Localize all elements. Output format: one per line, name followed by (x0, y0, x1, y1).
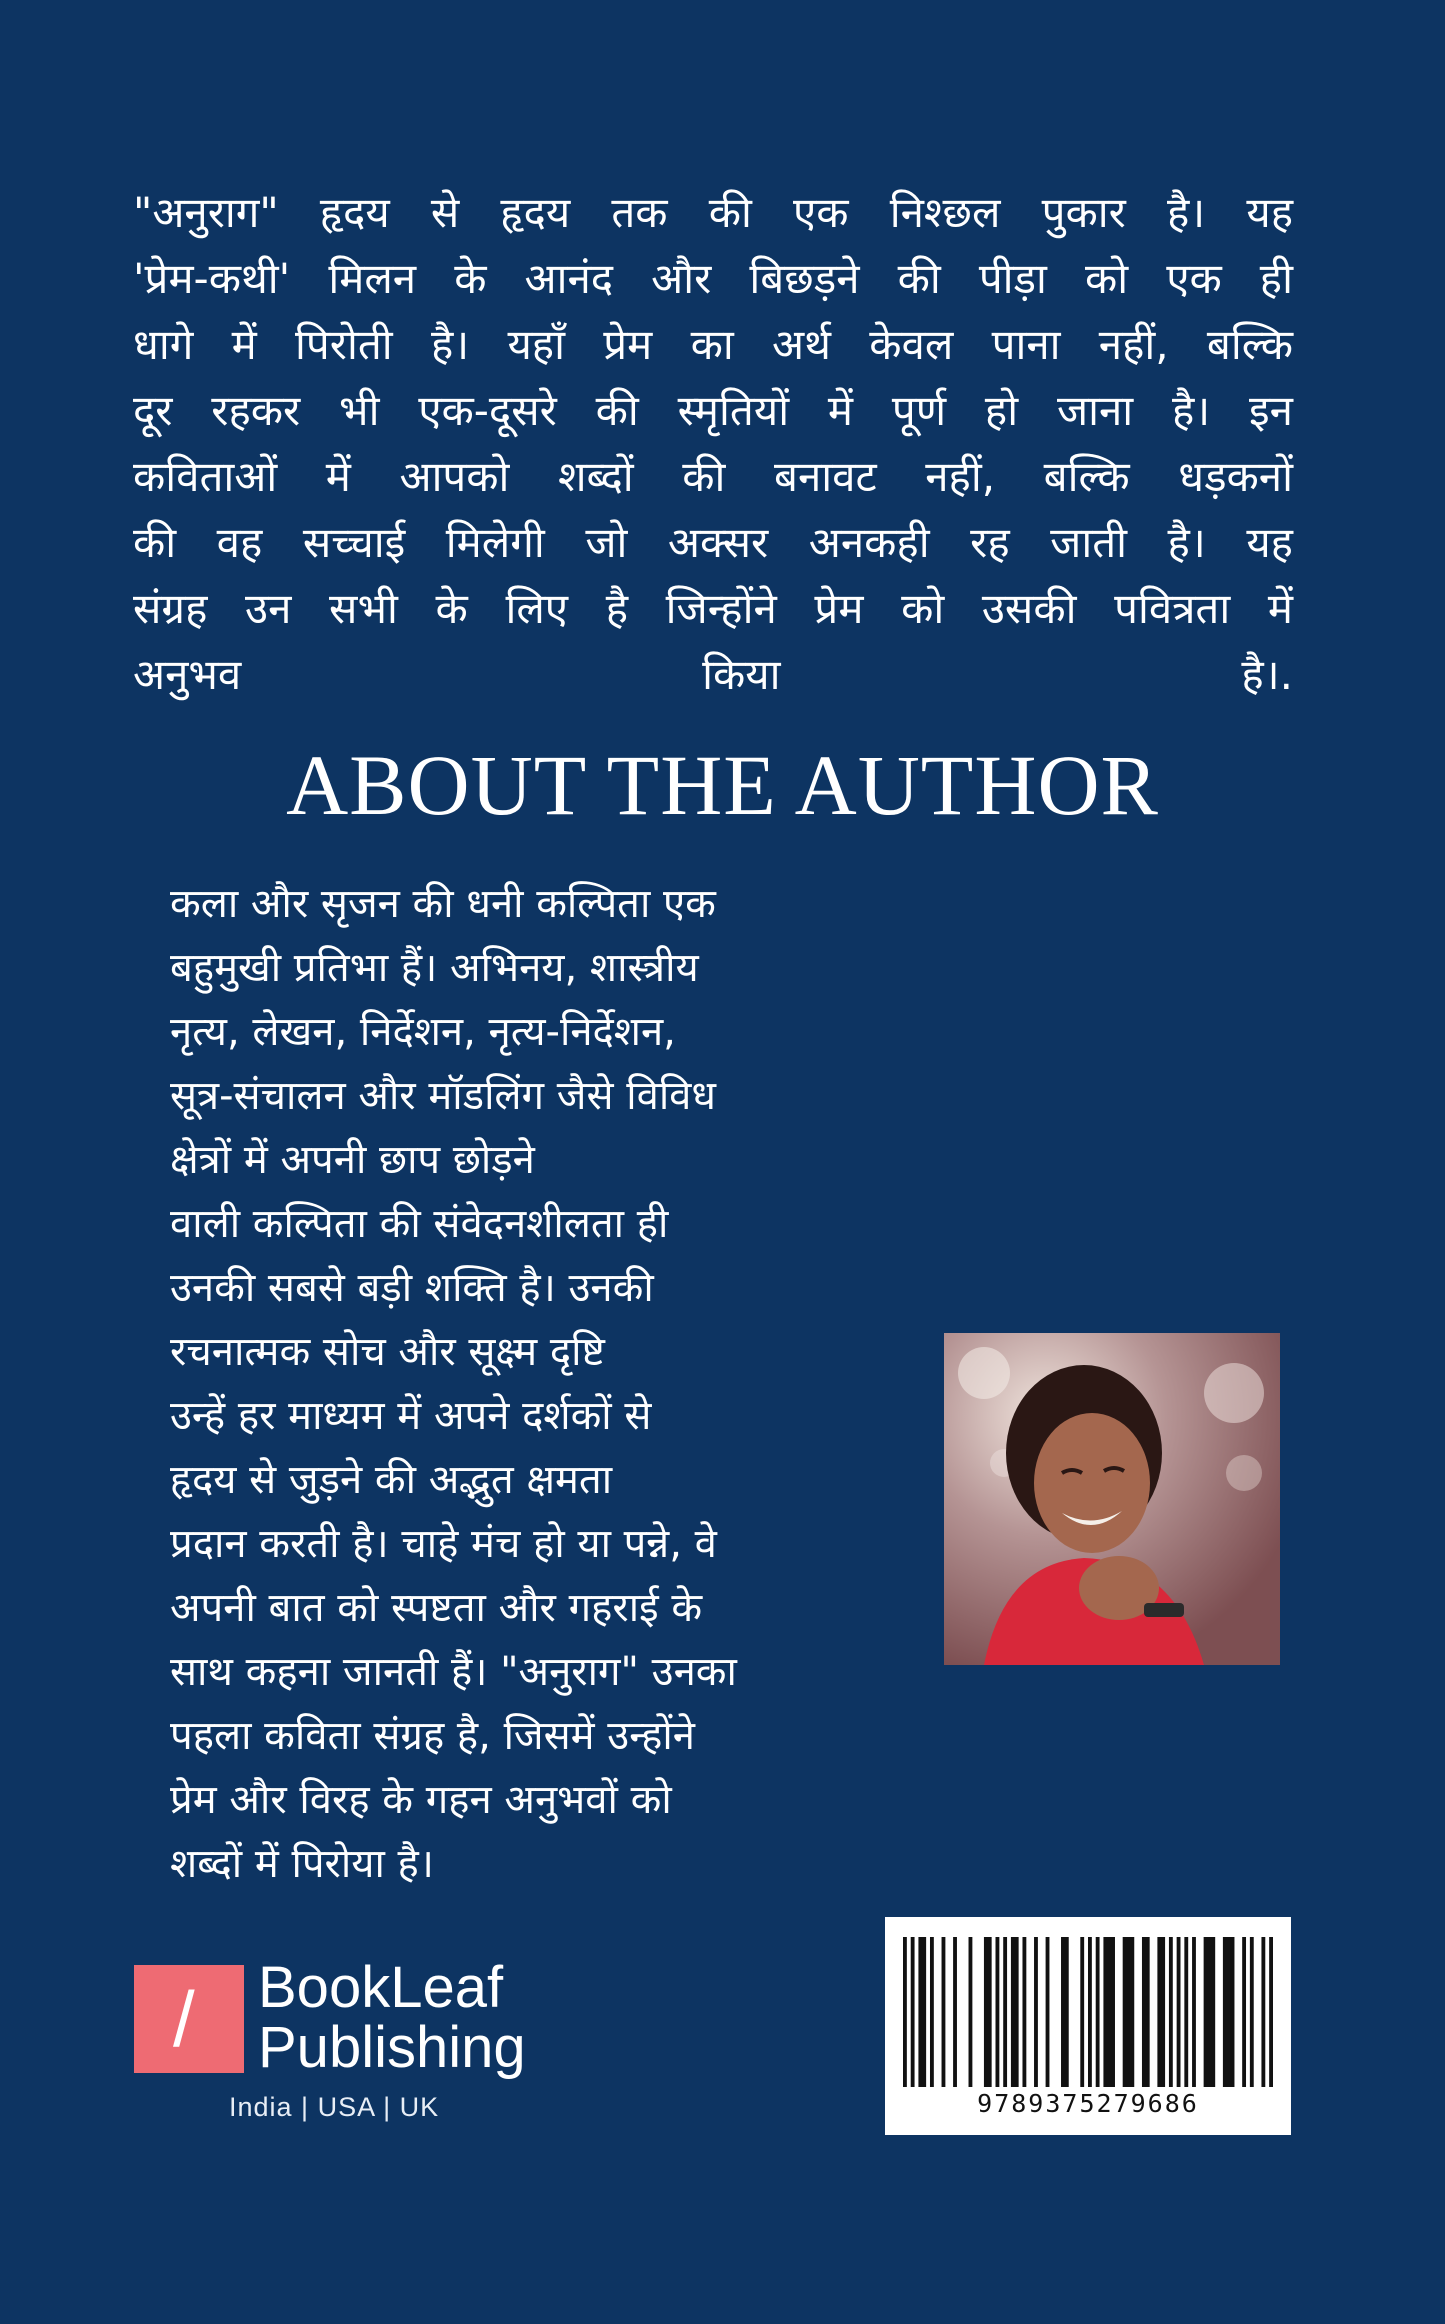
barcode-bar (984, 1937, 992, 2087)
bio-line: प्रेम और विरह के गहन अनुभवों को (170, 1777, 672, 1823)
barcode-bar (1169, 1937, 1173, 2087)
barcode-bar (1096, 1937, 1100, 2087)
barcode-bar (1003, 1937, 1007, 2087)
bio-line: वाली कल्पिता की संवेदनशीलता ही (170, 1201, 669, 1247)
barcode-bar (953, 1937, 957, 2087)
barcode-bar (1123, 1937, 1135, 2087)
barcode-bar (1204, 1937, 1216, 2087)
back-cover-blurb (133, 180, 1293, 708)
bio-line: पहला कविता संग्रह है, जिसमें उन्होंने (170, 1713, 695, 1759)
bookleaf-logo-mark (134, 1965, 244, 2073)
barcode-bar (1192, 1937, 1196, 2087)
blurb-line: 'प्रेम-कथी' मिलन के आनंद और बिछड़ने की पीड़ा को एक ही (133, 254, 1293, 303)
bio-line: प्रदान करती है। चाहे मंच हो या पन्ने, वे (170, 1521, 717, 1567)
author-photo (944, 1333, 1280, 1665)
bio-line: कला और सृजन की धनी कल्पिता एक (170, 881, 716, 927)
barcode-bar (1103, 1937, 1115, 2087)
blurb-line: दूर रहकर भी एक-दूसरे की स्मृतियों में पूर्ण हो जाना है। इन (133, 386, 1293, 435)
bio-line: सूत्र-संचालन और मॉडलिंग जैसे विविध (170, 1073, 717, 1119)
publisher-name-line2: Publishing (258, 2015, 526, 2080)
barcode-bar (1011, 1937, 1019, 2087)
barcode-bar (1046, 1937, 1050, 2087)
barcode-bar (1022, 1937, 1026, 2087)
barcode-bar (918, 1937, 926, 2087)
blurb-line: कविताओं में आपको शब्दों की बनावट नहीं, बल्कि धड़कनों (133, 452, 1293, 501)
barcode-bar (996, 1937, 1000, 2087)
bio-line: रचनात्मक सोच और सूक्ष्म दृष्टि (170, 1329, 605, 1375)
bio-line: हृदय से जुड़ने की अद्भुत क्षमता (170, 1457, 613, 1503)
bio-line: बहुमुखी प्रतिभा हैं। अभिनय, शास्त्रीय (170, 945, 699, 991)
blurb-line: की वह सच्चाई मिलेगी जो अक्सर अनकही रह जाती है। यह (133, 518, 1293, 567)
publisher-regions: India | USA | UK (229, 2092, 440, 2122)
barcode-bar (1157, 1937, 1165, 2087)
logo-slash-icon: / (173, 1975, 195, 2063)
barcode-bar (1184, 1937, 1188, 2087)
blurb-line: "अनुराग" हृदय से हृदय तक की एक निश्छल पुकार है। यह (133, 188, 1293, 237)
barcode-bar (1142, 1937, 1150, 2087)
barcode-bar (1261, 1937, 1265, 2087)
bio-line: शब्दों में पिरोया है। (170, 1841, 434, 1887)
barcode-bar (1088, 1937, 1092, 2087)
barcode-bar (1034, 1937, 1038, 2087)
publisher-name (258, 1955, 526, 2080)
bio-line: साथ कहना जानती हैं। "अनुराग" उनका (170, 1649, 737, 1695)
barcode-bar (1223, 1937, 1235, 2087)
blurb-line: अनुभव किया है।. (133, 650, 1293, 699)
barcode-bar (930, 1937, 934, 2087)
barcode-bar (903, 1937, 907, 2087)
bio-line: उन्हें हर माध्यम में अपने दर्शकों से (170, 1393, 652, 1439)
isbn-number: 9789375279686 (977, 2089, 1199, 2118)
about-author-heading: ABOUT THE AUTHOR (286, 737, 1159, 833)
blurb-line: धागे में पिरोती है। यहाँ प्रेम का अर्थ केवल पाना नहीं, बल्कि (133, 320, 1293, 369)
barcode-bar (969, 1937, 973, 2087)
barcode-bar (1080, 1937, 1084, 2087)
barcode-bar (1250, 1937, 1254, 2087)
barcode-bars (903, 1937, 1273, 2087)
publisher-name-line1: BookLeaf (258, 1955, 504, 2020)
bio-line: नृत्य, लेखन, निर्देशन, नृत्य-निर्देशन, (170, 1009, 676, 1055)
barcode-bar (1242, 1937, 1246, 2087)
barcode-bar (1061, 1937, 1069, 2087)
barcode-bar (942, 1937, 946, 2087)
bio-line: क्षेत्रों में अपनी छाप छोड़ने (170, 1137, 535, 1183)
barcode-bar (1269, 1937, 1273, 2087)
author-bio (170, 872, 890, 1896)
bio-line: उनकी सबसे बड़ी शक्ति है। उनकी (170, 1265, 654, 1311)
blurb-line: संग्रह उन सभी के लिए है जिन्होंने प्रेम को उसकी पवित्रता में (133, 584, 1293, 633)
barcode-bar (911, 1937, 915, 2087)
bio-line: अपनी बात को स्पष्टता और गहराई के (170, 1585, 703, 1631)
isbn-barcode (885, 1917, 1291, 2135)
barcode-bar (1177, 1937, 1181, 2087)
author-photo-illustration (944, 1333, 1280, 1665)
